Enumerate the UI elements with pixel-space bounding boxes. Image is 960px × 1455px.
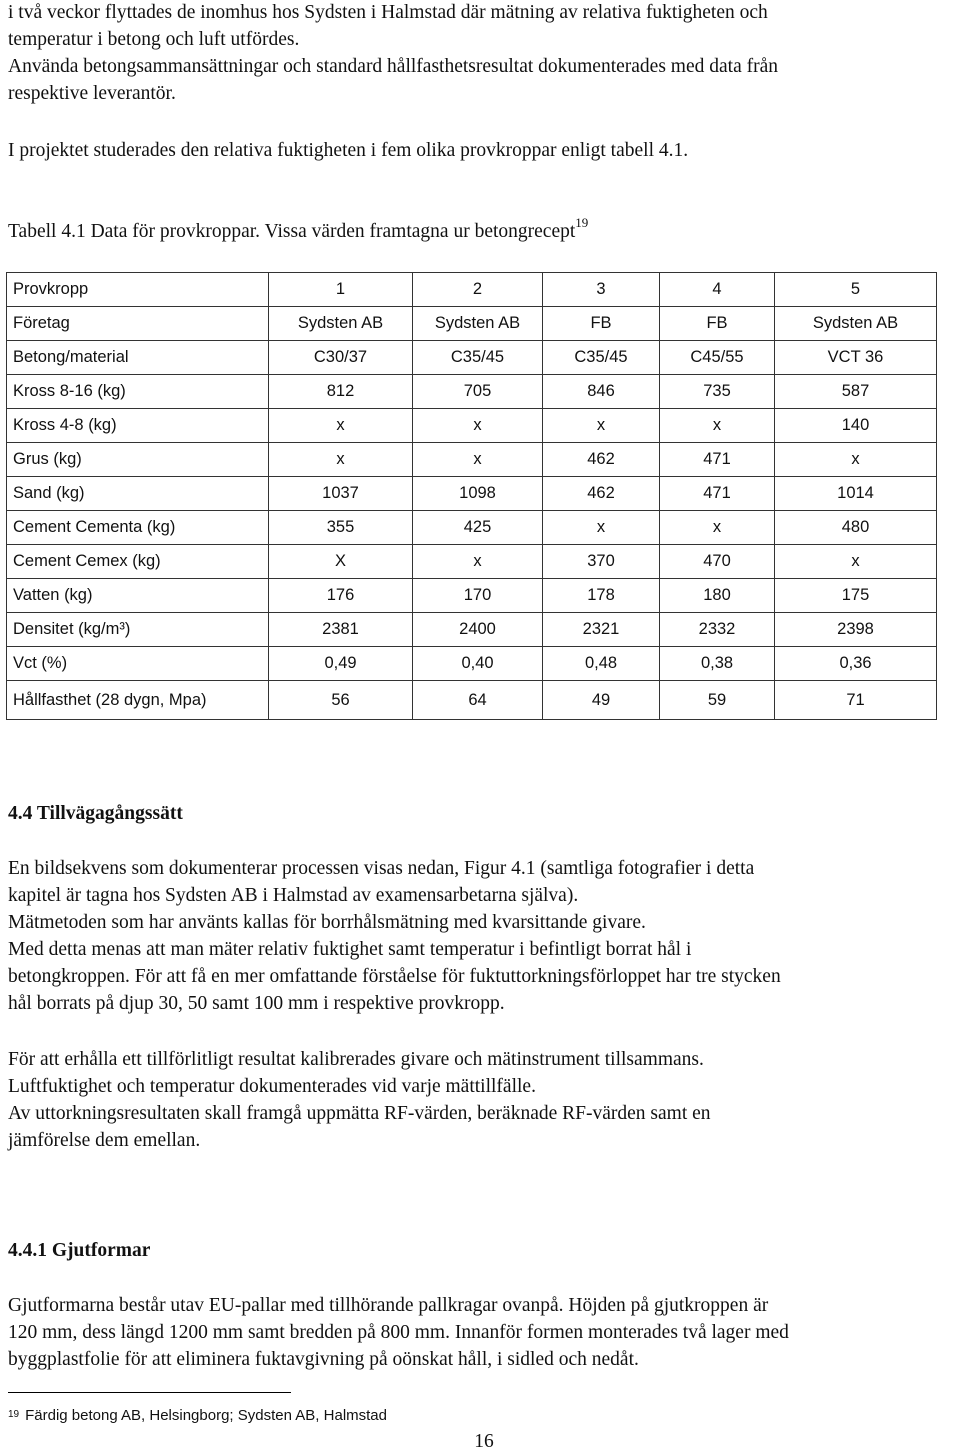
footnote-divider [8, 1392, 291, 1393]
table-row [7, 341, 937, 375]
table-cell: C35/45 [543, 341, 660, 375]
intro-paragraph [8, 0, 953, 107]
text-line: En bildsekvens som dokumenterar processen visas nedan, Figur 4.1 (samtliga fotografier i detta [8, 858, 755, 879]
table-cell: x [269, 409, 413, 443]
table-cell: 2400 [413, 613, 543, 647]
table-cell: 425 [413, 511, 543, 545]
text-line: Luftfuktighet och temperatur dokumenterades vid varje mättillfälle. [8, 1076, 536, 1097]
table-cell: 462 [543, 443, 660, 477]
row-label: Vatten (kg) [7, 579, 269, 613]
table-cell: 56 [269, 681, 413, 720]
method-paragraph [8, 855, 953, 1017]
calibration-paragraph [8, 1046, 953, 1154]
table-cell: X [269, 545, 413, 579]
table-cell: 1 [269, 273, 413, 307]
table-cell: 64 [413, 681, 543, 720]
table-cell: 178 [543, 579, 660, 613]
table-cell: Sydsten AB [413, 307, 543, 341]
project-paragraph: I projektet studerades den relativa fuktigheten i fem olika provkroppar enligt tabell 4.1. [8, 140, 689, 161]
table-cell: 462 [543, 477, 660, 511]
footnote-text: Färdig betong AB, Helsingborg; Sydsten AB, Halmstad [25, 1407, 387, 1424]
table-cell: 0,48 [543, 647, 660, 681]
text-line: hål borrats på djup 30, 50 samt 100 mm i respektive provkropp. [8, 993, 505, 1014]
table-cell: 3 [543, 273, 660, 307]
table-cell: x [660, 409, 775, 443]
table-row [7, 477, 937, 511]
row-label: Hållfasthet (28 dygn, Mpa) [7, 681, 269, 720]
table-cell: 2332 [660, 613, 775, 647]
text-line: i två veckor flyttades de inomhus hos Sydsten i Halmstad där mätning av relativa fuktigheten och [8, 2, 768, 23]
table-cell: x [543, 511, 660, 545]
text-line: Gjutformarna består utav EU-pallar med tillhörande pallkragar ovanpå. Höjden på gjutkroppen är [8, 1295, 769, 1316]
table-cell: 471 [660, 477, 775, 511]
table-caption [8, 215, 953, 245]
page-number: 16 [474, 1431, 494, 1452]
table-cell: Sydsten AB [269, 307, 413, 341]
table-row [7, 545, 937, 579]
text-line: betongkroppen. För att få en mer omfattande förståelse för fuktuttorkningsförloppet har tre stycken [8, 966, 781, 987]
table-cell: x [413, 443, 543, 477]
row-label: Cement Cementa (kg) [7, 511, 269, 545]
table-cell: VCT 36 [775, 341, 937, 375]
section-heading-4-4: 4.4 Tillvägagångssätt [8, 803, 183, 824]
table-cell: 4 [660, 273, 775, 307]
footnote [8, 1405, 387, 1427]
table-cell: x [413, 409, 543, 443]
table-cell: 587 [775, 375, 937, 409]
table-cell: C30/37 [269, 341, 413, 375]
table-row [7, 579, 937, 613]
table-cell: 1037 [269, 477, 413, 511]
row-label: Betong/material [7, 341, 269, 375]
footnote-number: 19 [8, 1409, 20, 1420]
table-cell: 1014 [775, 477, 937, 511]
table-cell: x [269, 443, 413, 477]
table-cell: 5 [775, 273, 937, 307]
table-cell: C35/45 [413, 341, 543, 375]
table-cell: x [775, 443, 937, 477]
table-cell: 49 [543, 681, 660, 720]
row-label: Kross 8-16 (kg) [7, 375, 269, 409]
table-cell: 180 [660, 579, 775, 613]
table-cell: 1098 [413, 477, 543, 511]
table-cell: Sydsten AB [775, 307, 937, 341]
table-cell: 471 [660, 443, 775, 477]
table-row [7, 613, 937, 647]
text-line: temperatur i betong och luft utfördes. [8, 29, 300, 50]
text-line: kapitel är tagna hos Sydsten AB i Halmstad av examensarbetarna själva). [8, 885, 579, 906]
table-cell: 846 [543, 375, 660, 409]
table-row [7, 409, 937, 443]
row-label: Vct (%) [7, 647, 269, 681]
table-cell: 59 [660, 681, 775, 720]
text-line: Mätmetoden som har använts kallas för borrhålsmätning med kvarsittande givare. [8, 912, 646, 933]
row-label: Cement Cemex (kg) [7, 545, 269, 579]
text-line: För att erhålla ett tillförlitligt resultat kalibrerades givare och mätinstrument tillsammans. [8, 1049, 704, 1070]
text-line: Använda betongsammansättningar och standard hållfasthetsresultat dokumenterades med data från [8, 56, 778, 77]
text-line: byggplastfolie för att eliminera fuktavgivning på oönskat håll, i sidled och nedåt. [8, 1349, 639, 1370]
table-cell: 2381 [269, 613, 413, 647]
row-label: Provkropp [7, 273, 269, 307]
table-cell: 735 [660, 375, 775, 409]
table-cell: x [660, 511, 775, 545]
table-cell: C45/55 [660, 341, 775, 375]
table-row [7, 647, 937, 681]
table-cell: 355 [269, 511, 413, 545]
section-heading-4-4-1: 4.4.1 Gjutformar [8, 1240, 151, 1261]
table-cell: 71 [775, 681, 937, 720]
table-cell: 812 [269, 375, 413, 409]
formwork-paragraph [8, 1292, 960, 1373]
table-cell: 480 [775, 511, 937, 545]
table-row [7, 681, 937, 720]
row-label: Företag [7, 307, 269, 341]
table-cell: x [413, 545, 543, 579]
table-cell: 176 [269, 579, 413, 613]
table-cell: 2398 [775, 613, 937, 647]
table-cell: 470 [660, 545, 775, 579]
table-cell: 2321 [543, 613, 660, 647]
text-line: jämförelse dem emellan. [8, 1130, 201, 1151]
specimen-data-table [6, 272, 937, 720]
text-line: Av uttorkningsresultaten skall framgå uppmätta RF-värden, beräknade RF-värden samt en [8, 1103, 711, 1124]
table-cell: FB [543, 307, 660, 341]
table-row [7, 307, 937, 341]
table-cell: 2 [413, 273, 543, 307]
table-cell: 170 [413, 579, 543, 613]
table-cell: 0,38 [660, 647, 775, 681]
table-caption-text: Tabell 4.1 Data för provkroppar. Vissa värden framtagna ur betongrecept [8, 221, 576, 242]
row-label: Kross 4-8 (kg) [7, 409, 269, 443]
table-cell: 0,36 [775, 647, 937, 681]
row-label: Sand (kg) [7, 477, 269, 511]
table-cell: FB [660, 307, 775, 341]
table-cell: 705 [413, 375, 543, 409]
table-cell: x [543, 409, 660, 443]
table-cell: 370 [543, 545, 660, 579]
table-cell: 140 [775, 409, 937, 443]
table-cell: 0,49 [269, 647, 413, 681]
table-cell: 175 [775, 579, 937, 613]
table-cell: 0,40 [413, 647, 543, 681]
text-line: respektive leverantör. [8, 83, 176, 104]
table-row [7, 273, 937, 307]
table-cell: x [775, 545, 937, 579]
table-row [7, 375, 937, 409]
row-label: Densitet (kg/m³) [7, 613, 269, 647]
table-row [7, 443, 937, 477]
table-body [7, 273, 937, 720]
table-row [7, 511, 937, 545]
text-line: 120 mm, dess längd 1200 mm samt bredden på 800 mm. Innanför formen monterades två lager med [8, 1322, 789, 1343]
text-line: Med detta menas att man mäter relativ fuktighet samt temperatur i befintligt borrat hål i [8, 939, 692, 960]
footnote-reference: 19 [575, 215, 589, 230]
row-label: Grus (kg) [7, 443, 269, 477]
